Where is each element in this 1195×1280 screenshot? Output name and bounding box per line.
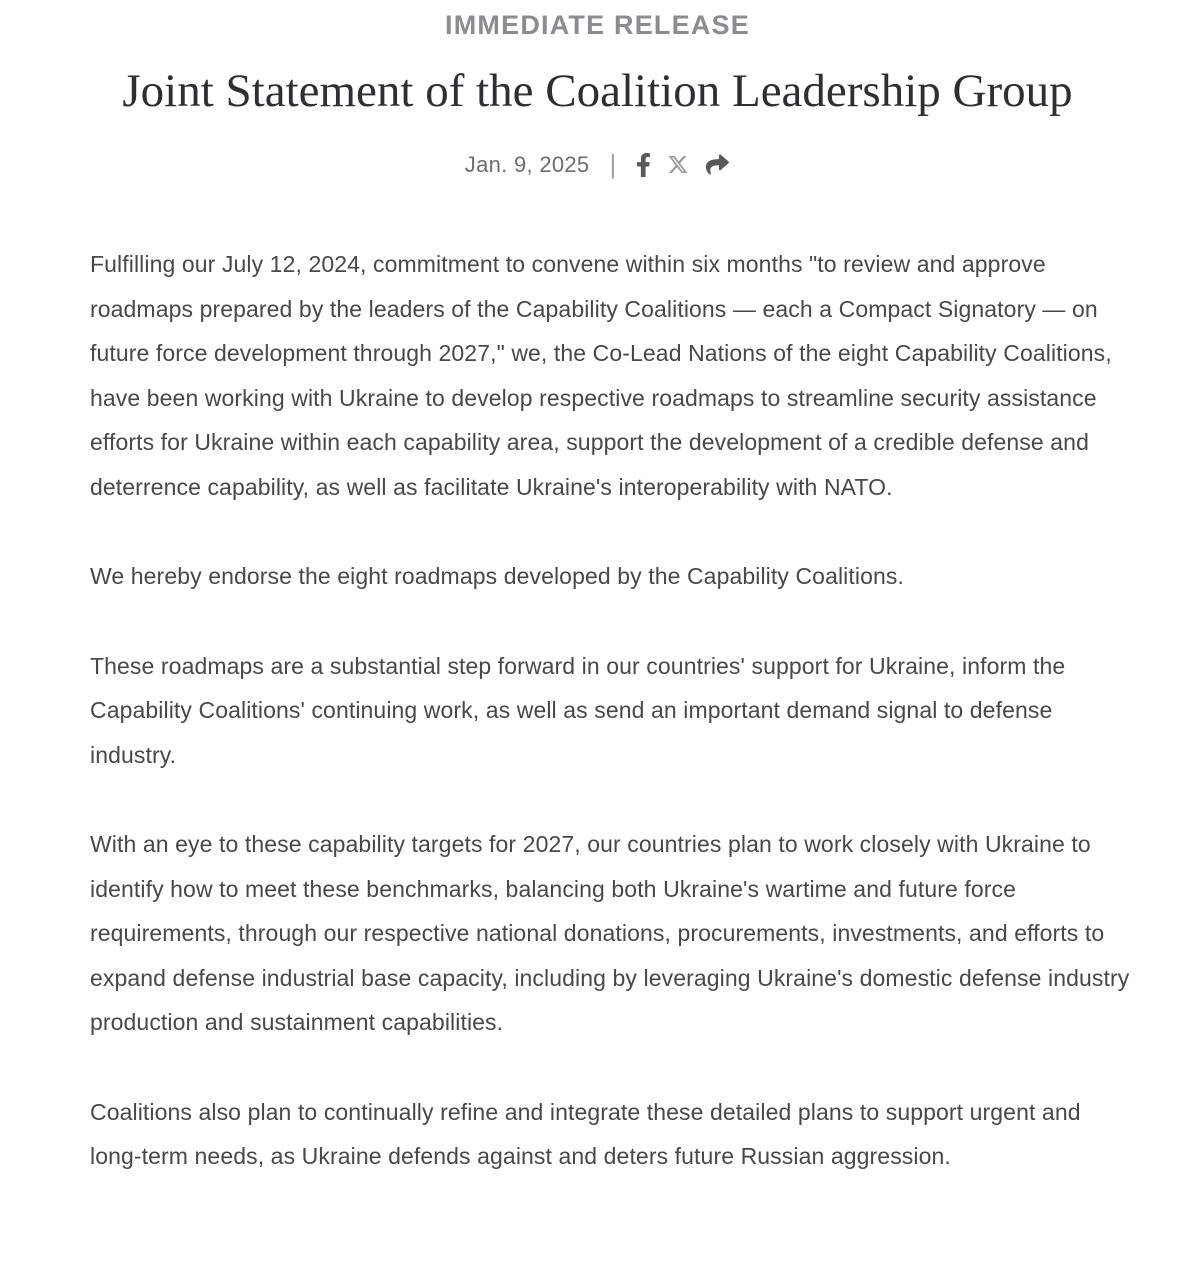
article-paragraph: These roadmaps are a substantial step forward in our countries' support for Ukraine, inform the Capability Coalitions' continuing work, as well as send an important demand signal to defense industry.	[90, 652, 1066, 768]
article-paragraph: Coalitions also plan to continually refine and integrate these detailed plans to support urgent and long-term needs, as Ukraine defends against and deters future Russian aggression.	[90, 1098, 1081, 1170]
article-body	[90, 242, 1137, 1179]
release-label: IMMEDIATE RELEASE	[445, 10, 750, 40]
page-title: Joint Statement of the Coalition Leadership Group	[122, 65, 1073, 117]
generic-share-button[interactable]	[705, 153, 730, 176]
publish-date: Jan. 9, 2025	[464, 151, 590, 177]
article-meta	[0, 149, 1195, 180]
article-header	[0, 0, 1195, 180]
meta-separator: |	[609, 149, 617, 180]
x-share-button[interactable]	[667, 154, 689, 175]
facebook-icon	[636, 153, 651, 177]
article-paragraph: We hereby endorse the eight roadmaps developed by the Capability Coalitions.	[90, 563, 904, 590]
article-paragraph: With an eye to these capability targets for 2027, our countries plan to work closely with Ukraine to identify how to meet these benchmarks, balancing both Ukraine's wartime and future force requirements, through our respective national donations, procurements, investments, and efforts to expand defense industrial base capacity, including by leveraging Ukraine's domestic defense industry production and sustainment capabilities.	[90, 831, 1130, 1036]
x-twitter-icon	[667, 154, 689, 175]
article-paragraph: Fulfilling our July 12, 2024, commitment to convene within six months "to review and approve roadmaps prepared by the leaders of the Capability Coalitions — each a Compact Signatory — on future force development through 2027," we, the Co-Lead Nations of the eight Capability Coalitions, have been working with Ukraine to develop respective roadmaps to streamline security assistance efforts for Ukraine within each capability area, support the development of a credible defense and deterrence capability, as well as facilitate Ukraine's interoperability with NATO.	[90, 251, 1112, 500]
facebook-share-button[interactable]	[636, 153, 651, 177]
share-arrow-icon	[705, 153, 730, 176]
